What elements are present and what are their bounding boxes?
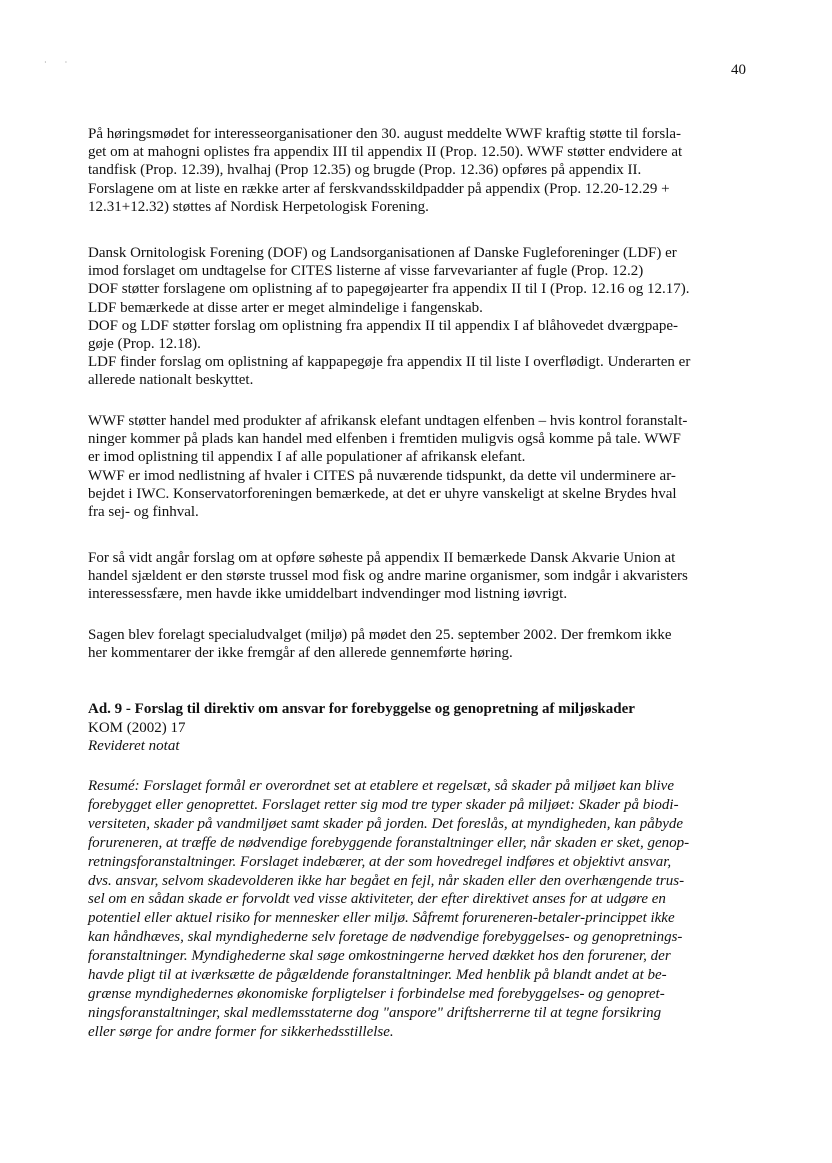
text-line: get om at mahogni oplistes fra appendix III til appendix II (Prop. 12.50). WWF støtter endvidere at xyxy=(88,144,683,161)
paragraph-dof-ldf xyxy=(88,244,760,390)
text-line: tandfisk (Prop. 12.39), hvalhaj (Prop 12.35) og brugde (Prop. 12.36) opføres på appendix II. xyxy=(88,162,642,179)
text-line: retningsforanstaltninger. Forslaget indebærer, at der som hovedregel indføres et objektivt ansvar, xyxy=(88,853,672,870)
text-line: ninger kommer på plads kan handel med elfenben i fremtiden muligvis også komme på tale. WWF xyxy=(88,431,681,448)
text-line: LDF finder forslag om oplistning af kappapegøje fra appendix II til liste I overflødigt. Underarten er xyxy=(88,354,691,371)
text-line: forureneren, at træffe de nødvendige forebyggende foranstaltninger eller, når skaden er sket, genop- xyxy=(88,834,690,851)
scan-specks: · · xyxy=(44,58,68,67)
text-line: versiteten, skader på vandmiljøet samt skader på jorden. Det foreslås, at myndigheden, kan påbyde xyxy=(88,815,684,832)
text-line: interessessfære, men havde ikke umiddelbart indvendinger mod listning iøvrigt. xyxy=(88,586,568,603)
resume-paragraph xyxy=(88,777,760,1042)
text-line: DOF støtter forslagene om oplistning af to papegøjearter fra appendix II til I (Prop. 12.16 og 12.17). xyxy=(88,281,690,298)
paragraph-elephant-whales xyxy=(88,412,760,521)
paragraph-seahorses xyxy=(88,549,760,604)
text-line: kan håndhæves, skal myndighederne selv foretage de nødvendige forebyggelses- og genopretnings- xyxy=(88,929,683,946)
text-line: WWF støtter handel med produkter af afrikansk elefant undtagen elfenben – hvis kontrol foranstalt- xyxy=(88,413,688,429)
text-line: grænse myndighedernes økonomiske forpligtelser i forbindelse med forebyggelses- og genopret- xyxy=(88,985,665,1002)
text-line: LDF bemærkede at disse arter er meget almindelige i fangenskab. xyxy=(88,299,483,316)
text-line: allerede nationalt beskyttet. xyxy=(88,372,254,389)
text-line: eller sørge for andre former for sikkerhedsstillelse. xyxy=(88,1023,394,1040)
text-line: gøje (Prop. 12.18). xyxy=(88,336,201,353)
section-reference: KOM (2002) 17 xyxy=(88,719,186,736)
section-title: Ad. 9 - Forslag til direktiv om ansvar for forebyggelse og genopretning af miljøskader xyxy=(88,701,635,717)
text-line: Forslagene om at liste en række arter af ferskvandsskildpadder på appendix (Prop. 12.20-12.29 + xyxy=(88,180,670,197)
text-line: fra sej- og finhval. xyxy=(88,504,199,521)
paragraph-wwf-support xyxy=(88,125,760,216)
text-line: Resumé: Forslaget formål er overordnet set at etablere et regelsæt, så skader på miljøet kan blive xyxy=(88,778,674,794)
page-number: 40 xyxy=(731,62,746,78)
text-line: ningsforanstaltninger, skal medlemsstaterne dog "anspore" driftsherrerne til at tegne forsikring xyxy=(88,1004,662,1021)
text-line: foranstaltninger. Myndighederne skal søge omkostningerne herved dækket hos den forurener, der xyxy=(88,948,671,965)
paragraph-special-committee xyxy=(88,626,760,662)
text-line: 12.31+12.32) støttes af Nordisk Herpetologisk Forening. xyxy=(88,198,429,215)
text-line: imod forslaget om undtagelse for CITES listerne af visse farvevarianter af fugle (Prop. 12.2) xyxy=(88,263,644,280)
text-line: bejdet i IWC. Konservatorforeningen bemærkede, at det er uhyre vanskeligt at skelne Brydes hval xyxy=(88,485,677,502)
text-line: Dansk Ornitologisk Forening (DOF) og Landsorganisationen af Danske Fugleforeninger (LDF) er xyxy=(88,245,677,261)
text-line: På høringsmødet for interesseorganisationer den 30. august meddelte WWF kraftig støtte til forsla- xyxy=(88,126,682,142)
text-line: DOF og LDF støtter forslag om oplistning fra appendix II til appendix I af blåhovedet dværgpape- xyxy=(88,317,679,334)
text-line: For så vidt angår forslag om at opføre søheste på appendix II bemærkede Dansk Akvarie Union at xyxy=(88,550,676,566)
text-line: WWF er imod nedlistning af hvaler i CITES på nuværende tidspunkt, da dette vil underminere ar- xyxy=(88,467,676,484)
text-line: havde pligt til at iværksætte de pågældende foranstaltninger. Med henblik på blandt andet at be- xyxy=(88,967,667,984)
text-line: dvs. ansvar, selvom skadevolderen ikke har begået en fejl, når skaden eller den overhængende trus- xyxy=(88,872,685,889)
section-heading xyxy=(88,700,760,756)
text-line: her kommentarer der ikke fremgår af den allerede gennemførte høring. xyxy=(88,645,513,662)
text-line: er imod oplistning til appendix I af alle populationer af afrikansk elefant. xyxy=(88,449,526,466)
text-line: Sagen blev forelagt specialudvalget (miljø) på mødet den 25. september 2002. Der fremkom ikke xyxy=(88,627,672,643)
text-line: sel om en sådan skade er forvoldt ved visse aktiviteter, der efter direktivet anses for at udgøre en xyxy=(88,891,666,908)
section-status: Revideret notat xyxy=(88,738,180,754)
text-line: potentiel eller aktuel risiko for mennesker eller miljø. Såfremt forureneren-betaler-princippet ikke xyxy=(88,910,675,927)
text-line: handel sjældent er den største trussel mod fisk og andre marine organismer, som indgår i akvaristers xyxy=(88,568,688,585)
text-line: forebygget eller genoprettet. Forslaget retter sig mod tre typer skader på miljøet: Skader på biodi- xyxy=(88,796,679,813)
